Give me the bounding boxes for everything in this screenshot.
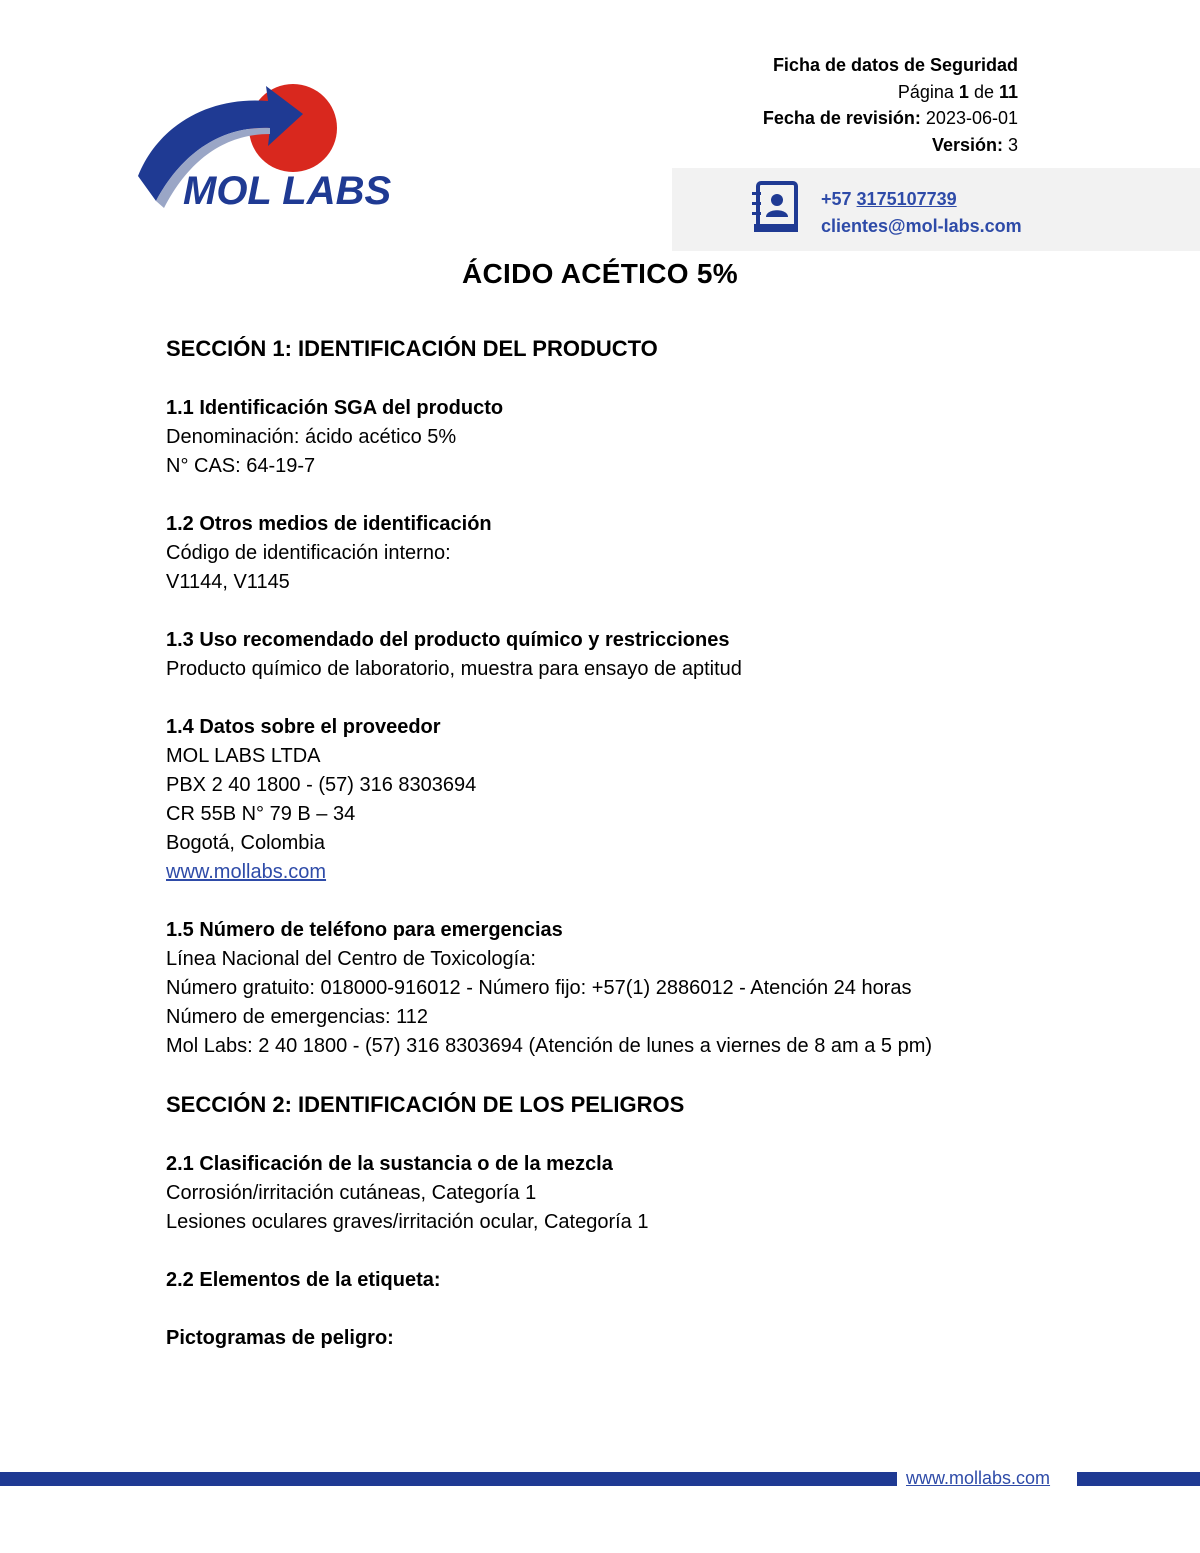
- mol-labs-logo: [128, 76, 428, 216]
- page-indicator: Página 1 de 11: [897, 81, 1018, 102]
- subsection-1-1: [166, 394, 1106, 481]
- text-line: CR 55B N° 79 B – 34: [166, 803, 356, 825]
- contact-details: [821, 186, 1022, 240]
- subsection-1-2: [166, 510, 1106, 597]
- subsection-title: 1.5 Número de teléfono para emergencias: [166, 919, 563, 941]
- document-body: [166, 334, 1106, 1382]
- subsection-1-5: [166, 916, 1106, 1061]
- footer-website-link[interactable]: www.mollabs.com: [906, 1468, 1051, 1488]
- section-1-heading: SECCIÓN 1: IDENTIFICACIÓN DEL PRODUCTO: [166, 336, 658, 361]
- subsection-title: 1.2 Otros medios de identificación: [166, 513, 492, 535]
- revision-date: Fecha de revisión: 2023-06-01: [762, 108, 1018, 128]
- text-line: Lesiones oculares graves/irritación ocular, Categoría 1: [166, 1211, 649, 1233]
- subsection-1-4: [166, 713, 1106, 887]
- subsection-title: 2.2 Elementos de la etiqueta:: [166, 1269, 441, 1291]
- document-header-info: [763, 52, 1018, 158]
- pictograms: [166, 1324, 1106, 1353]
- text-line: MOL LABS LTDA: [166, 745, 321, 767]
- website-link[interactable]: www.mollabs.com: [166, 861, 327, 883]
- logo-text: MOL LABS: [183, 169, 392, 213]
- contact-email[interactable]: clientes@mol-labs.com: [821, 216, 1022, 236]
- text-line: Denominación: ácido acético 5%: [166, 426, 457, 448]
- text-line: Número gratuito: 018000-916012 - Número fijo: +57(1) 2886012 - Atención 24 horas: [166, 977, 912, 999]
- text-line: Corrosión/irritación cutáneas, Categoría 1: [166, 1182, 537, 1204]
- text-line: PBX 2 40 1800 - (57) 316 8303694: [166, 774, 477, 796]
- phone-book-icon: [752, 180, 802, 236]
- text-line: Línea Nacional del Centro de Toxicología:: [166, 948, 536, 970]
- text-line: Número de emergencias: 112: [166, 1006, 428, 1028]
- subsection-title: 2.1 Clasificación de la sustancia o de la mezcla: [166, 1153, 613, 1175]
- subsection-title: 1.1 Identificación SGA del producto: [166, 397, 504, 419]
- doc-type: Ficha de datos de Seguridad: [772, 55, 1018, 75]
- subsection-title: 1.4 Datos sobre el proveedor: [166, 716, 441, 738]
- text-line: Bogotá, Colombia: [166, 832, 325, 854]
- version: Versión: 3: [931, 134, 1018, 155]
- page-title: ÁCIDO ACÉTICO 5%: [461, 258, 738, 289]
- text-line: Mol Labs: 2 40 1800 - (57) 316 8303694 (Atención de lunes a viernes de 8 am a 5 pm): [166, 1035, 933, 1057]
- text-line: V1144, V1145: [166, 571, 290, 593]
- footer-bar-right: [1077, 1472, 1200, 1486]
- text-line: Producto químico de laboratorio, muestra para ensayo de aptitud: [166, 658, 742, 680]
- section-2-heading: SECCIÓN 2: IDENTIFICACIÓN DE LOS PELIGROS: [166, 1092, 685, 1117]
- contact-box: [672, 168, 1200, 251]
- subsection-title: 1.3 Uso recomendado del producto químico y restricciones: [166, 629, 730, 651]
- subsection-2-2: [166, 1266, 1106, 1295]
- subsection-2-1: [166, 1150, 1106, 1237]
- text-line: Código de identificación interno:: [166, 542, 451, 564]
- subsection-1-3: [166, 626, 1106, 684]
- subsection-title: Pictogramas de peligro:: [166, 1327, 394, 1349]
- text-line: N° CAS: 64-19-7: [166, 455, 316, 477]
- contact-phone[interactable]: +57 3175107739: [821, 189, 957, 209]
- footer-bar-left: [0, 1472, 897, 1486]
